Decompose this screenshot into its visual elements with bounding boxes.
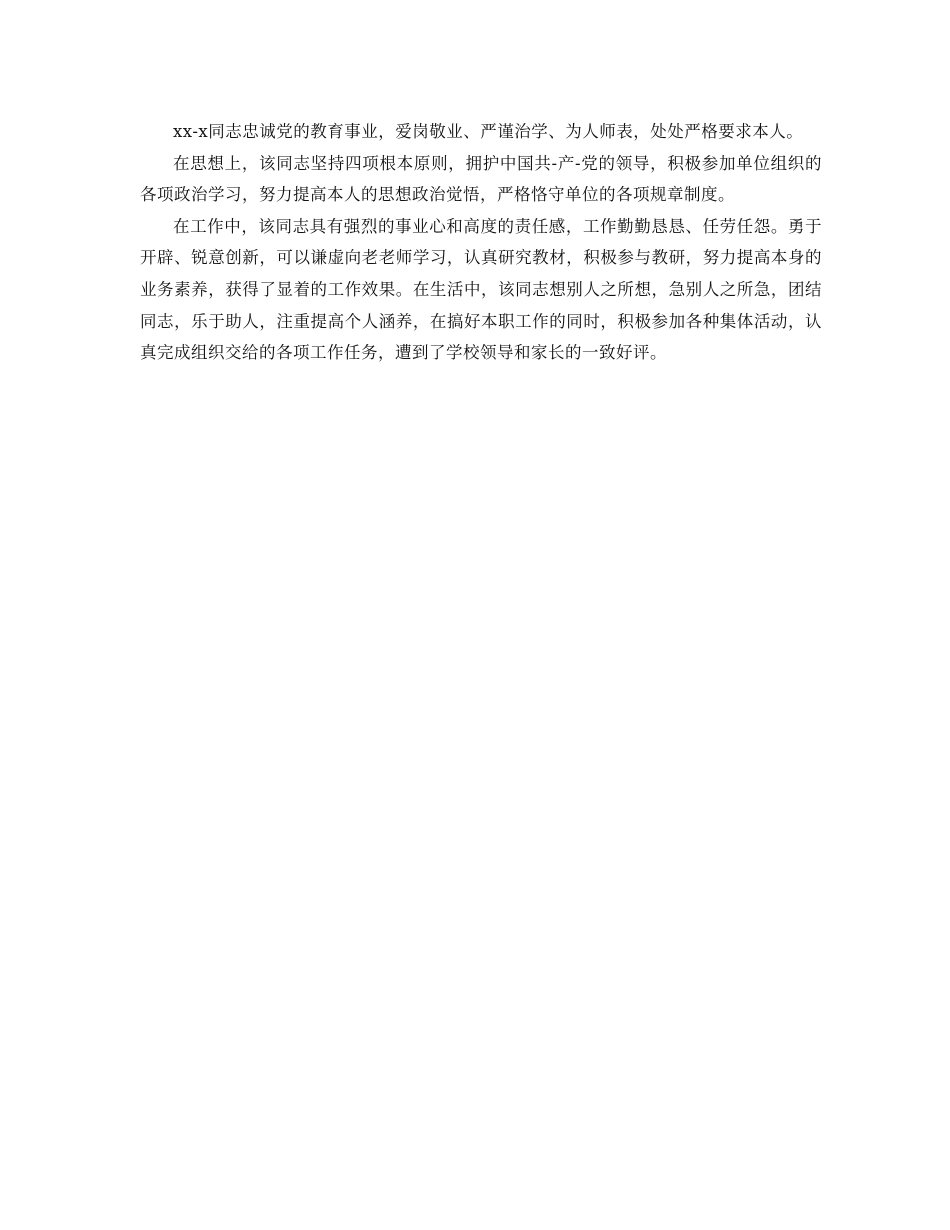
paragraph-intro: xx-x同志忠诚党的教育事业，爱岗敬业、严谨治学、为人师表，处处严格要求本人。 <box>173 122 804 141</box>
paragraph-ideology: 在思想上，该同志坚持四项根本原则，拥护中国共-产-党的领导，积极参加单位组织的各项政治学习，努力提高本人的思想政治觉悟，严格恪守单位的各项规章制度。 <box>140 153 822 205</box>
document-body <box>140 116 822 369</box>
paragraph-work-life: 在工作中，该同志具有强烈的事业心和高度的责任感，工作勤勤恳恳、任劳任怨。勇于开辟、锐意创新，可以谦虚向老老师学习，认真研究教材，积极参与教研，努力提高本身的业务素养，获得了显着的工作效果。在生活中，该同志想别人之所想，急别人之所急，团结同志，乐于助人，注重提高个人涵养，在搞好本职工作的同时，积极参加各种集体活动，认真完成组织交给的各项工作任务，遭到了学校领导和家长的一致好评。 <box>140 216 822 363</box>
